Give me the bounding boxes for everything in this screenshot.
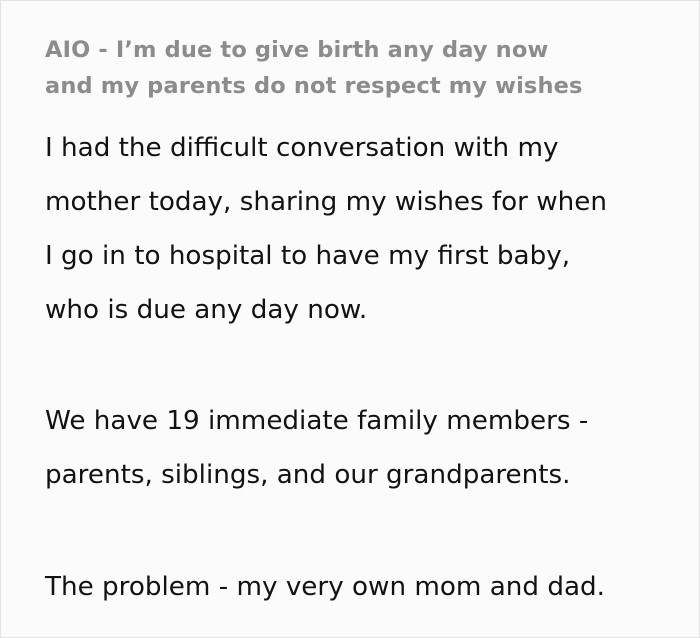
paragraph-line: I had the difficult conversation with my — [45, 133, 559, 163]
paragraph-line: who is due any day now. — [45, 295, 368, 325]
paragraph-line: I go in to hospital to have my first baby, — [45, 241, 571, 271]
paragraph-line: The problem - my very own mom and dad. — [45, 572, 605, 602]
title-line: and my parents do not respect my wishes — [45, 73, 583, 99]
post-title — [45, 32, 685, 104]
body-paragraph — [45, 121, 685, 337]
paragraph-line: parents, siblings, and our grandparents. — [45, 460, 571, 490]
paragraph-line: We have 19 immediate family members - — [45, 406, 589, 436]
paragraph-line: mother today, sharing my wishes for when — [45, 187, 607, 217]
body-paragraph — [45, 394, 685, 502]
body-paragraph — [45, 560, 685, 614]
title-line: AIO - I’m due to give birth any day now — [45, 37, 549, 63]
